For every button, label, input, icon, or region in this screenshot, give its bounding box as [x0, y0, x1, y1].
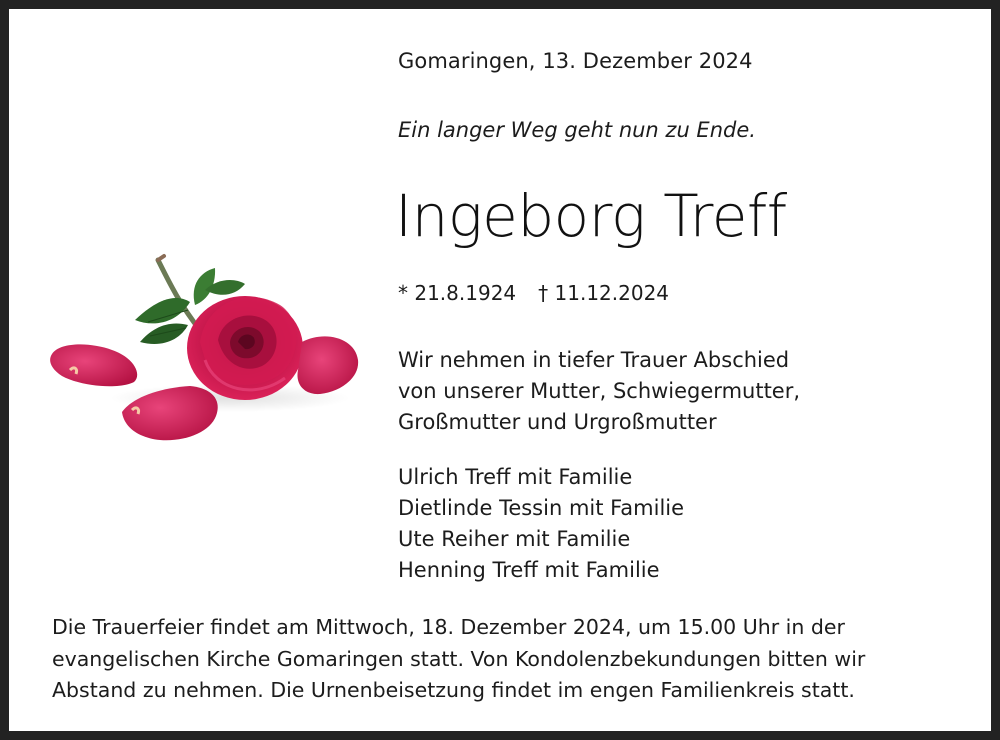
death-date: † 11.12.2024 [538, 281, 670, 305]
mourning-line: Großmutter und Urgroßmutter [398, 410, 717, 434]
family-member: Ulrich Treff mit Familie [398, 465, 633, 489]
family-member: Dietlinde Tessin mit Familie [398, 496, 685, 520]
rose-illustration [40, 250, 370, 460]
life-dates [398, 281, 669, 305]
mourning-line: Wir nehmen in tiefer Trauer Abschied [398, 348, 790, 372]
notice-line: evangelischen Kirche Gomaringen statt. Von Kondolenzbekundungen bitten wir [52, 646, 866, 671]
mourning-line: von unserer Mutter, Schwiegermutter, [398, 379, 801, 403]
family-member: Ute Reiher mit Familie [398, 527, 631, 551]
motto-text: Ein langer Weg geht nun zu Ende. [398, 118, 756, 142]
notice-line: Abstand zu nehmen. Die Urnenbeisetzung findet im engen Familienkreis statt. [52, 678, 855, 702]
mourning-text [398, 345, 800, 438]
place-date: Gomaringen, 13. Dezember 2024 [398, 49, 753, 73]
family-list [398, 462, 684, 586]
birth-date: * 21.8.1924 [398, 281, 517, 305]
family-member: Henning Treff mit Familie [398, 558, 660, 582]
notice-line: Die Trauerfeier findet am Mittwoch, 18. Dezember 2024, um 15.00 Uhr in der [52, 615, 845, 639]
funeral-notice [52, 612, 922, 707]
deceased-name: Ingeborg Treff [395, 182, 787, 250]
